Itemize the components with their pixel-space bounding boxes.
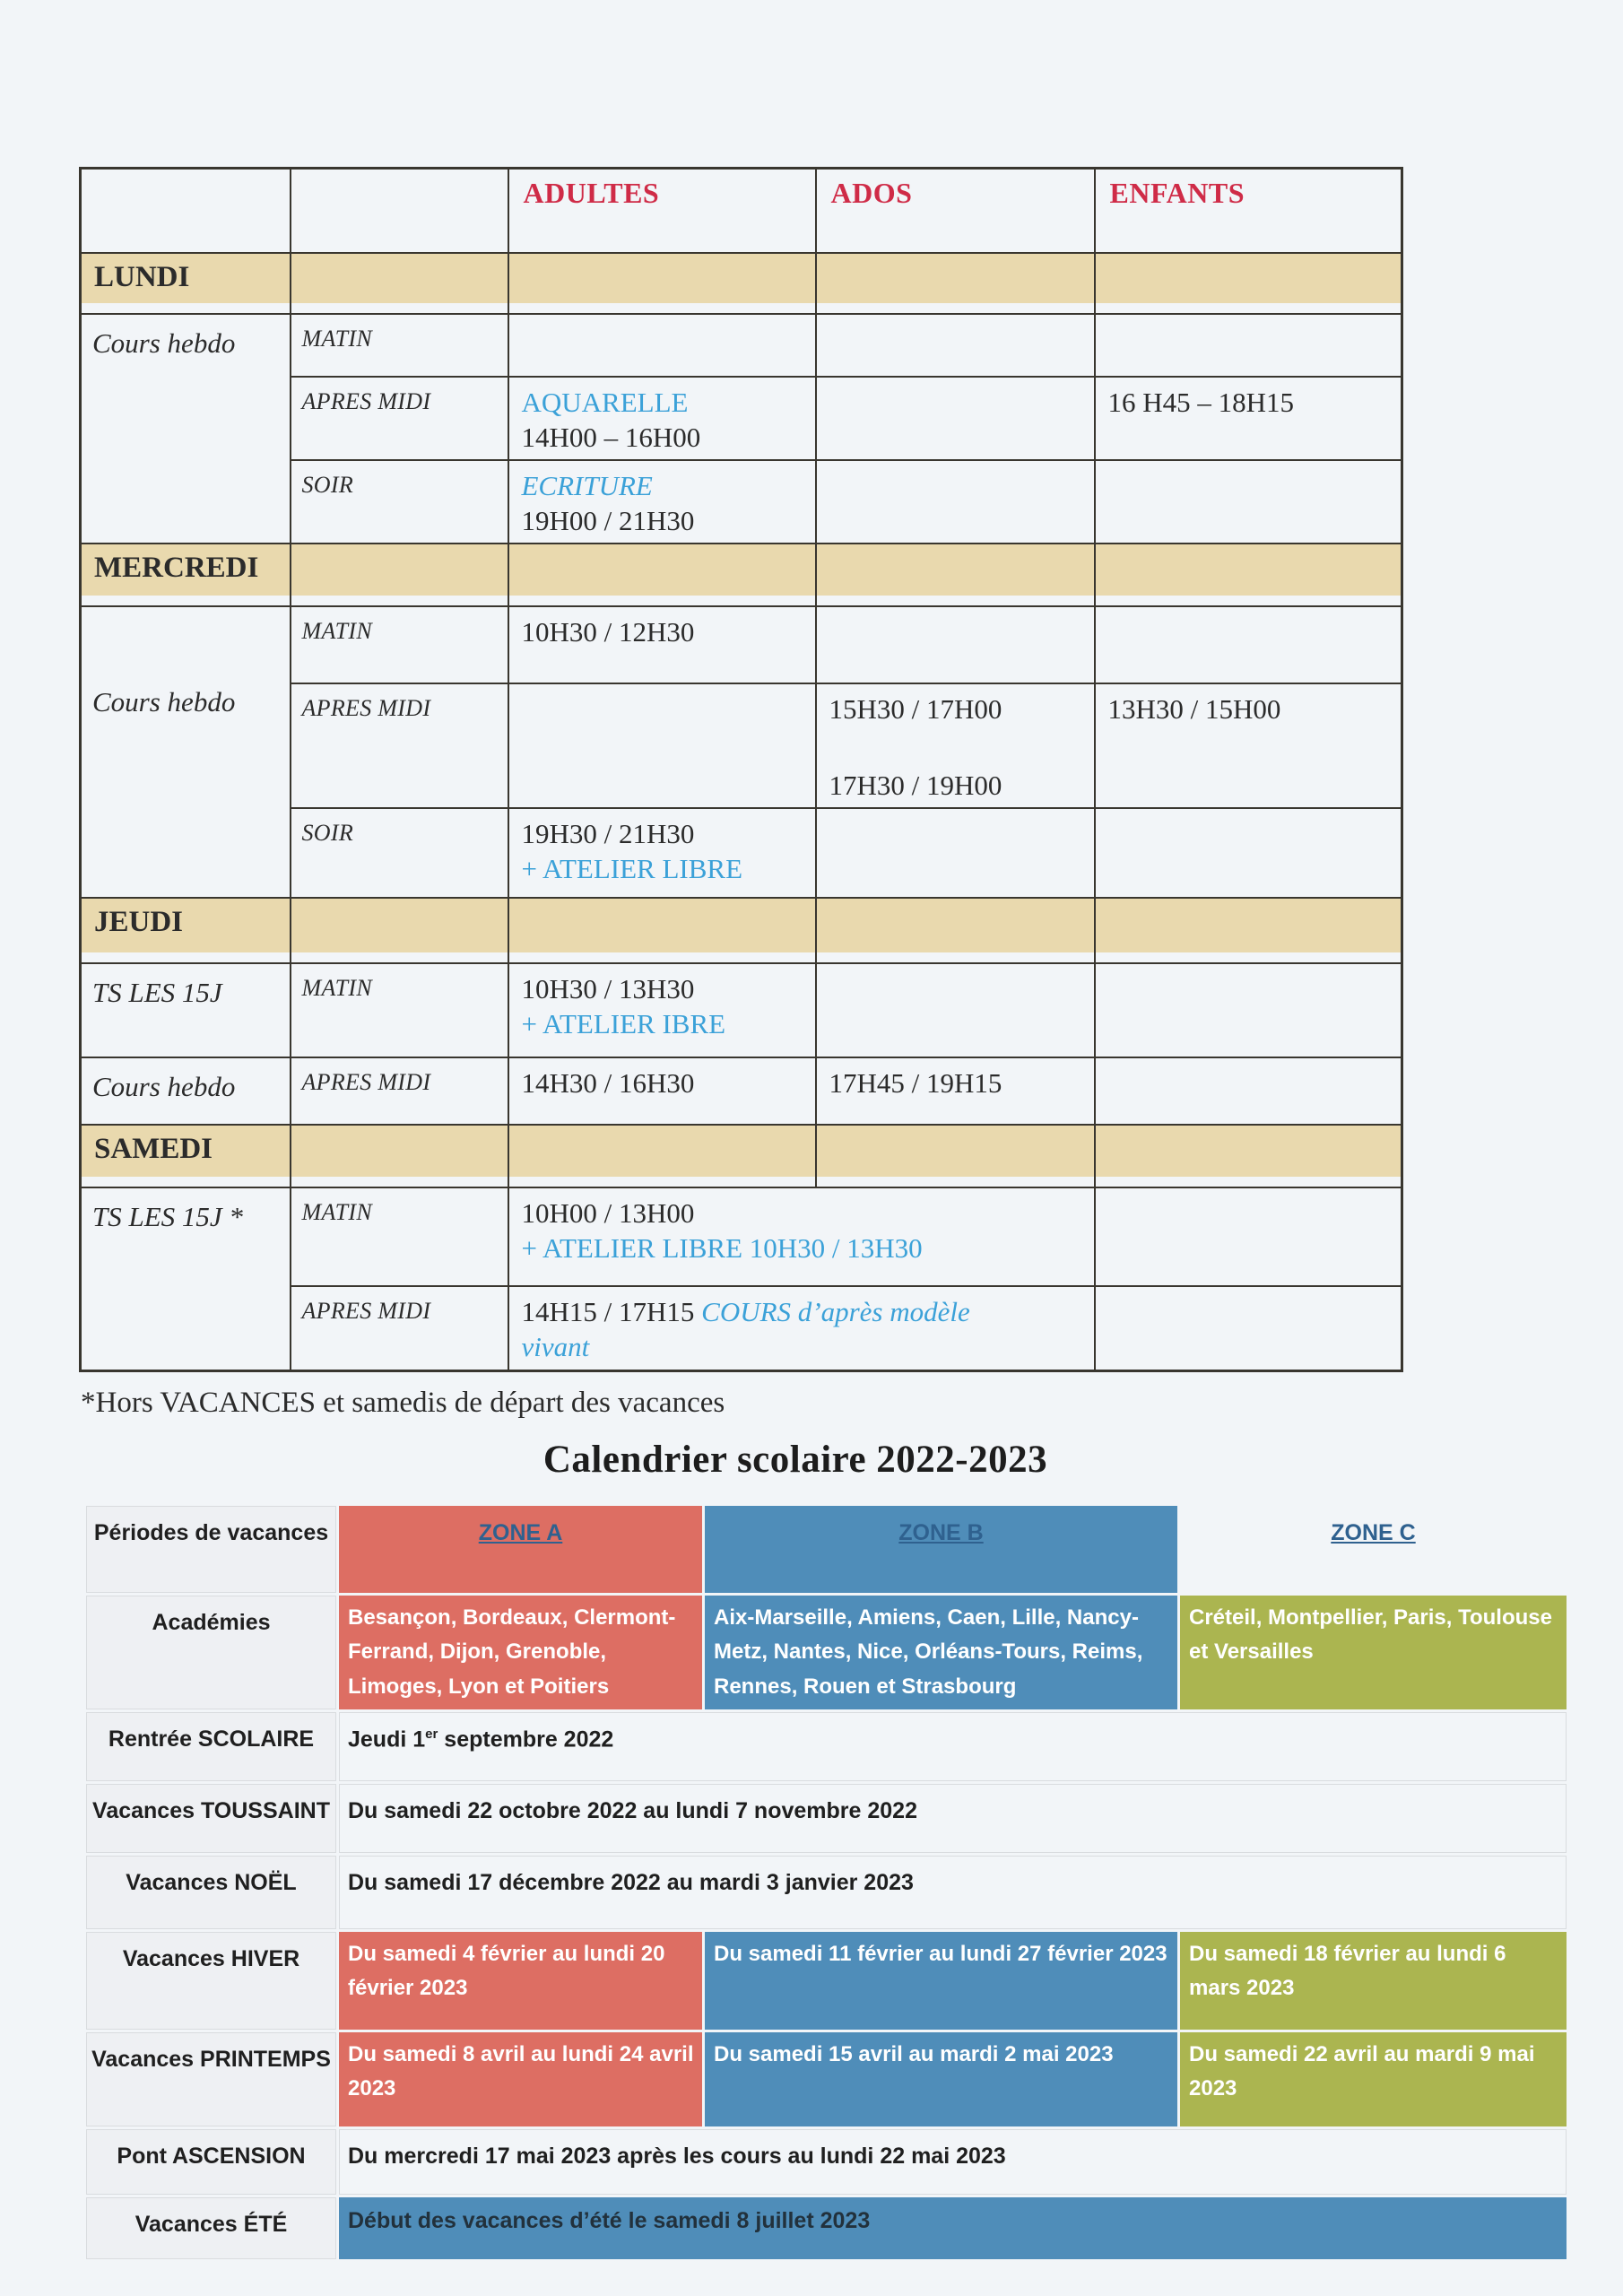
zone-header-zone-c: [1179, 1505, 1568, 1595]
schedule-cell: [1095, 1057, 1402, 1125]
schedule-text: 10H30 / 13H30: [521, 972, 695, 1004]
day-band-cell: [508, 253, 816, 314]
calendar-text: septembre 2022: [438, 1726, 614, 1752]
period-label-apres-midi: APRES MIDI: [291, 1057, 508, 1125]
schedule-cell: [816, 1057, 1095, 1125]
day-band-cell: [816, 544, 1095, 606]
schedule-cell: [508, 683, 816, 808]
calendar-row-periodes-de-vacances: [85, 1505, 1568, 1595]
day-band-cell: [816, 898, 1095, 963]
schedule-cell: [508, 963, 816, 1057]
calendar-text: Du samedi 22 octobre 2022 au lundi 7 novembre 2022: [348, 1798, 917, 1823]
zone-header-label: ZONE B: [898, 1520, 984, 1545]
calendar-row-label: Vacances NOËL: [85, 1855, 338, 1931]
course-type-label: Cours hebdo: [81, 314, 291, 544]
calendar-zone-cell: Du samedi 4 février au lundi 20 février 2023: [338, 1931, 704, 2031]
schedule-cell: [816, 683, 1095, 808]
schedule-text: + ATELIER LIBRE: [521, 852, 743, 884]
schedule-cell: [508, 808, 816, 898]
day-label-jeudi: JEUDI: [81, 898, 291, 963]
schedule-line: [1108, 386, 1398, 421]
day-row-lundi: [81, 253, 1402, 314]
calendar-zone-cell: Du samedi 11 février au lundi 27 février 2023: [704, 1931, 1179, 2031]
period-label-matin: MATIN: [291, 1187, 508, 1286]
schedule-row: [81, 963, 1402, 1057]
weekly-schedule-body: [81, 169, 1402, 1371]
schedule-line: [829, 769, 1090, 804]
schedule-text: ECRITURE: [521, 469, 653, 501]
schedule-cell: [816, 460, 1095, 544]
zone-header-label: ZONE C: [1331, 1520, 1416, 1545]
schedule-text: 14H15 / 17H15: [521, 1295, 702, 1327]
period-label-apres-midi: APRES MIDI: [291, 377, 508, 460]
calendar-row-vacances-ete: [85, 2196, 1568, 2261]
zone-header-label: ZONE A: [478, 1520, 563, 1545]
calendar-text: er: [425, 1726, 438, 1742]
schedule-line: [829, 727, 1090, 769]
schedule-row: [81, 606, 1402, 683]
schedule-cell: [508, 377, 816, 460]
period-label-matin: MATIN: [291, 606, 508, 683]
course-type-label: Cours hebdo: [81, 606, 291, 898]
column-header-adultes: [508, 169, 816, 253]
calendar-span-value: [338, 1783, 1568, 1855]
schedule-line: [522, 1196, 1090, 1231]
schedule-line: [522, 615, 812, 650]
day-band-cell: [508, 898, 816, 963]
schedule-text: 16 H45 – 18H15: [1107, 386, 1295, 418]
schedule-cell: [508, 1286, 1095, 1371]
calendar-row-label: Rentrée SCOLAIRE: [85, 1711, 338, 1783]
course-type-label: TS LES 15J: [81, 963, 291, 1057]
schedule-text: 14H00 – 16H00: [521, 421, 701, 453]
schedule-line: [522, 386, 812, 421]
schedule-line: [522, 1066, 812, 1101]
calendar-row-label: Vacances PRINTEMPS: [85, 2031, 338, 2128]
weekly-schedule-table: [79, 167, 1403, 1372]
zone-header-zone-a: [338, 1505, 704, 1595]
day-band-cell: [291, 253, 508, 314]
schedule-cell: [1095, 377, 1402, 460]
schedule-line: [522, 852, 812, 887]
schedule-line: [522, 1330, 1090, 1365]
calendar-row-academies: [85, 1595, 1568, 1711]
schedule-line: [522, 421, 812, 456]
calendar-row-label: Périodes de vacances: [85, 1505, 338, 1595]
calendar-row-label: Pont ASCENSION: [85, 2128, 338, 2196]
schedule-text: vivant: [521, 1330, 590, 1362]
schedule-cell: [816, 808, 1095, 898]
day-band-cell: [291, 1125, 508, 1187]
schedule-row: [81, 314, 1402, 377]
schedule-line: [522, 817, 812, 852]
schedule-cell: [508, 1057, 816, 1125]
period-label-soir: SOIR: [291, 460, 508, 544]
day-band-cell: [1095, 253, 1402, 314]
period-label-soir: SOIR: [291, 808, 508, 898]
period-label-apres-midi: APRES MIDI: [291, 683, 508, 808]
calendar-text: Du mercredi 17 mai 2023 après les cours au lundi 22 mai 2023: [348, 2144, 1006, 2169]
day-band-cell: [291, 898, 508, 963]
calendar-span-value: [338, 1711, 1568, 1783]
schedule-cell: [1095, 683, 1402, 808]
course-type-label: TS LES 15J *: [81, 1187, 291, 1371]
day-label-samedi: SAMEDI: [81, 1125, 291, 1187]
calendar-zone-cell: Aix-Marseille, Amiens, Caen, Lille, Nancy-Metz, Nantes, Nice, Orléans-Tours, Reims, Rennes, Rouen et Strasbourg: [704, 1595, 1179, 1711]
schedule-text: 14H30 / 16H30: [521, 1066, 695, 1099]
schedule-cell: [1095, 460, 1402, 544]
day-band-cell: [816, 253, 1095, 314]
calendar-row-pont-ascension: [85, 2128, 1568, 2196]
column-header-empty: [81, 169, 291, 253]
column-header-label: ADULTES: [523, 177, 660, 209]
calendar-row-label: Vacances HIVER: [85, 1931, 338, 2031]
schedule-line: [522, 1295, 1090, 1330]
calendar-text: Du samedi 17 décembre 2022 au mardi 3 janvier 2023: [348, 1870, 914, 1895]
zone-header-zone-b: [704, 1505, 1179, 1595]
schedule-text: 17H45 / 19H15: [829, 1066, 1002, 1099]
schedule-text: + ATELIER LIBRE 10H30 / 13H30: [521, 1231, 923, 1264]
schedule-cell: [1095, 314, 1402, 377]
day-band-cell: [816, 1125, 1095, 1187]
column-header-empty: [291, 169, 508, 253]
column-header-label: ENFANTS: [1109, 177, 1245, 209]
schedule-line: [522, 1007, 812, 1042]
schedule-text: + ATELIER IBRE: [521, 1007, 726, 1039]
calendar-row-vacances-toussaint: [85, 1783, 1568, 1855]
day-label-lundi: LUNDI: [81, 253, 291, 314]
schedule-line: [522, 972, 812, 1007]
schedule-cell: [816, 377, 1095, 460]
schedule-cell: [1095, 606, 1402, 683]
calendar-zone-cell: Du samedi 8 avril au lundi 24 avril 2023: [338, 2031, 704, 2128]
schedule-text: 19H30 / 21H30: [521, 817, 695, 849]
calendar-text: Jeudi 1: [348, 1726, 426, 1752]
day-label-mercredi: MERCREDI: [81, 544, 291, 606]
schedule-cell: [1095, 1187, 1402, 1286]
school-calendar-table: [83, 1503, 1569, 2262]
column-header-label: ADOS: [830, 177, 913, 209]
calendar-row-vacances-printemps: [85, 2031, 1568, 2128]
schedule-text: 10H30 / 12H30: [521, 615, 695, 648]
schedule-cell: [508, 1187, 1095, 1286]
calendar-row-vacances-noel: [85, 1855, 1568, 1931]
schedule-cell: [1095, 1286, 1402, 1371]
period-label-matin: MATIN: [291, 963, 508, 1057]
schedule-cell: [508, 606, 816, 683]
schedule-cell: [816, 314, 1095, 377]
schedule-line: [522, 1231, 1090, 1266]
day-band-cell: [508, 544, 816, 606]
schedule-footnote: *Hors VACANCES et samedis de départ des vacances: [81, 1387, 725, 1419]
calendar-title: Calendrier scolaire 2022-2023: [542, 1439, 1048, 1481]
day-band-cell: [1095, 898, 1402, 963]
schedule-row: [81, 169, 1402, 253]
day-row-samedi: [81, 1125, 1402, 1187]
period-label-apres-midi: APRES MIDI: [291, 1286, 508, 1371]
schedule-line: [522, 504, 812, 539]
schedule-text: 17H30 / 19H00: [829, 769, 1002, 801]
calendar-span-value: [338, 2196, 1568, 2261]
day-band-cell: [291, 544, 508, 606]
calendar-row-vacances-hiver: [85, 1931, 1568, 2031]
day-band-cell: [508, 1125, 816, 1187]
schedule-cell: [1095, 963, 1402, 1057]
schedule-line: [1108, 692, 1398, 727]
calendar-span-value: [338, 1855, 1568, 1931]
schedule-line: [522, 469, 812, 504]
schedule-cell: [816, 606, 1095, 683]
schedule-text: 15H30 / 17H00: [829, 692, 1002, 725]
calendar-zone-cell: Du samedi 18 février au lundi 6 mars 2023: [1179, 1931, 1568, 2031]
calendar-row-label: Académies: [85, 1595, 338, 1711]
schedule-text: 19H00 / 21H30: [521, 504, 695, 536]
schedule-row: [81, 1187, 1402, 1286]
schedule-row: [81, 1057, 1402, 1125]
period-label-matin: MATIN: [291, 314, 508, 377]
column-header-ados: [816, 169, 1095, 253]
schedule-cell: [508, 460, 816, 544]
schedule-cell: [508, 314, 816, 377]
schedule-text: 13H30 / 15H00: [1107, 692, 1281, 725]
column-header-enfants: [1095, 169, 1402, 253]
schedule-text: AQUARELLE: [521, 386, 689, 418]
schedule-cell: [816, 963, 1095, 1057]
calendar-span-value: [338, 2128, 1568, 2196]
calendar-zone-cell: Du samedi 22 avril au mardi 9 mai 2023: [1179, 2031, 1568, 2128]
day-row-jeudi: [81, 898, 1402, 963]
schedule-line: [829, 692, 1090, 727]
day-band-cell: [1095, 1125, 1402, 1187]
calendar-row-label: Vacances TOUSSAINT: [85, 1783, 338, 1855]
calendar-row-rentree-scolaire: [85, 1711, 1568, 1783]
school-calendar-body: [85, 1505, 1568, 2261]
calendar-zone-cell: Créteil, Montpellier, Paris, Toulouse et Versailles: [1179, 1595, 1568, 1711]
course-type-label: Cours hebdo: [81, 1057, 291, 1125]
schedule-text: COURS d’après modèle: [701, 1295, 970, 1327]
calendar-row-label: Vacances ÉTÉ: [85, 2196, 338, 2261]
calendar-zone-cell: Du samedi 15 avril au mardi 2 mai 2023: [704, 2031, 1179, 2128]
calendar-zone-cell: Besançon, Bordeaux, Clermont-Ferrand, Dijon, Grenoble, Limoges, Lyon et Poitiers: [338, 1595, 704, 1711]
schedule-text: 10H00 / 13H00: [521, 1196, 695, 1229]
schedule-line: [829, 1066, 1090, 1101]
day-band-cell: [1095, 544, 1402, 606]
calendar-text: Début des vacances d’été le samedi 8 juillet 2023: [348, 2208, 871, 2233]
day-row-mercredi: [81, 544, 1402, 606]
schedule-cell: [1095, 808, 1402, 898]
